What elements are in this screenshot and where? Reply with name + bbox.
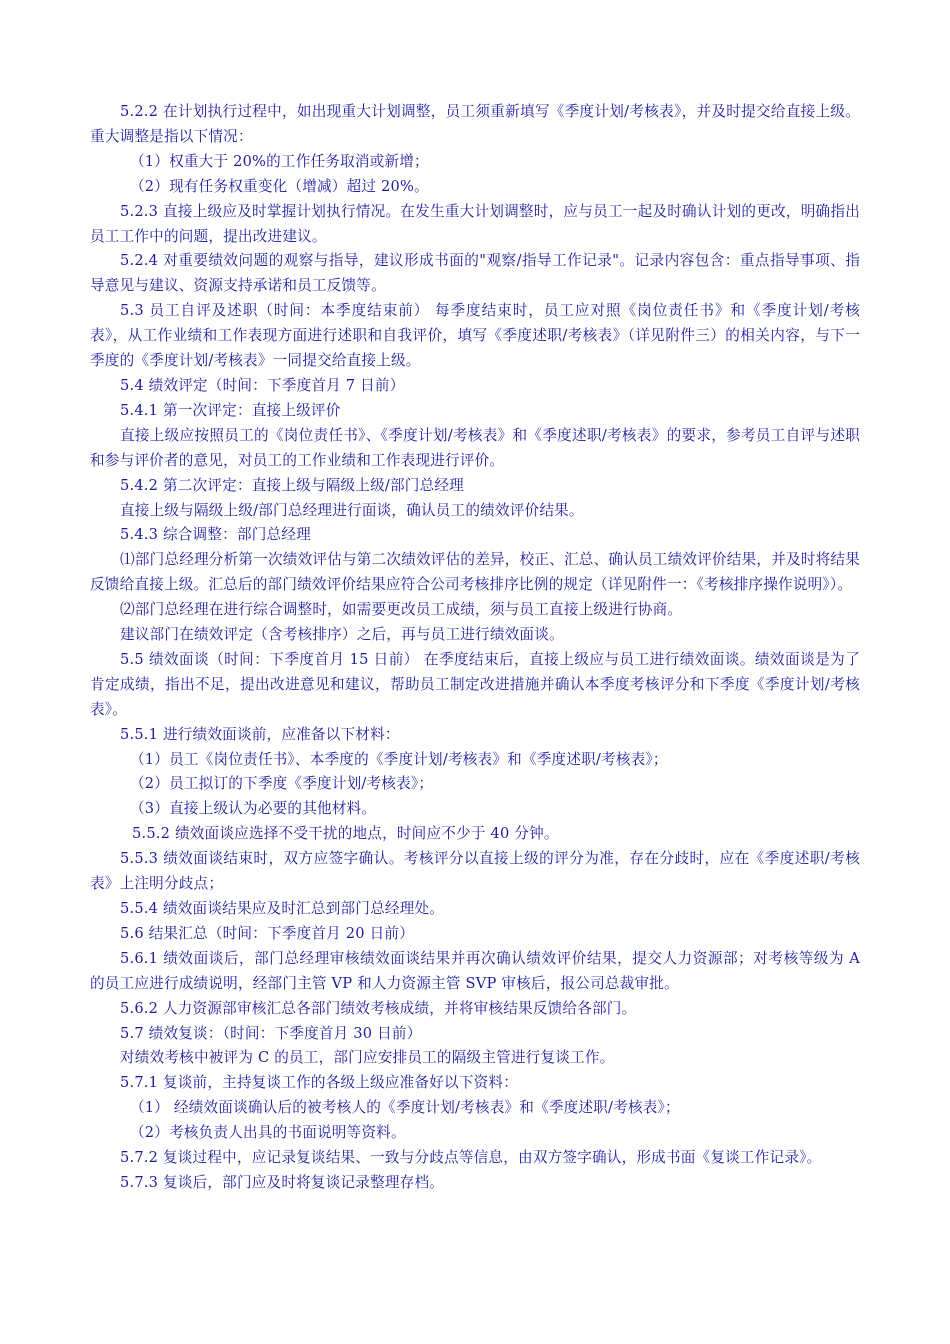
paragraph: 5.4.1 第一次评定：直接上级评价 [120,401,341,419]
paragraph: 5.6 结果汇总（时间：下季度首月 20 日前） [120,924,414,942]
document-body [90,100,860,1196]
paragraph: 5.7.3 复谈后，部门应及时将复谈记录整理存档。 [120,1173,445,1191]
paragraph: 5.7.2 复谈过程中，应记录复谈结果、一致与分歧点等信息，由双方签字确认，形成书面《复谈工作记录》。 [120,1149,822,1167]
paragraph: ⑴部门总经理分析第一次绩效评估与第二次绩效评估的差异，校正、汇总、确认员工绩效评价结果，并及时将结果反馈给直接上级。汇总后的部门绩效评价结果应符合公司考核排序比例的规定（详见附件一：《考核排序操作说明》）。 [90,551,860,594]
paragraph: 直接上级与隔级上级/部门总经理进行面谈，确认员工的绩效评价结果。 [120,501,584,519]
paragraph: 5.2.3 直接上级应及时掌握计划执行情况。在发生重大计划调整时，应与员工一起及时确认计划的更改，明确指出员工工作中的问题，提出改进建议。 [90,202,860,245]
paragraph: 对绩效考核中被评为 C 的员工，部门应安排员工的隔级主管进行复谈工作。 [120,1049,615,1067]
paragraph: 5.5.2 绩效面谈应选择不受干扰的地点，时间应不少于 40 分钟。 [132,825,559,843]
paragraph: ⑵部门总经理在进行综合调整时，如需要更改员工成绩，须与员工直接上级进行协商。 [120,601,683,619]
paragraph: （1） 经绩效面谈确认后的被考核人的《季度计划/考核表》和《季度述职/考核表》； [130,1099,680,1117]
paragraph: 5.7.1 复谈前，主持复谈工作的各级上级应准备好以下资料： [120,1074,519,1092]
paragraph: 5.5 绩效面谈（时间：下季度首月 15 日前） 在季度结束后，直接上级应与员工进行绩效面谈。绩效面谈是为了肯定成绩，指出不足，提出改进意见和建议，帮助员工制定改进措施并确认本季度考核评分和下季度《季度计划/考核表》。 [90,650,860,718]
paragraph: 5.3 员工自评及述职（时间：本季度结束前） 每季度结束时，员工应对照《岗位责任书》和《季度计划/考核表》，从工作业绩和工作表现方面进行述职和自我评价，填写《季度述职/考核表》（详见附件三）的相关内容，与下一季度的《季度计划/考核表》一同提交给直接上级。 [90,302,860,370]
paragraph: （1）员工《岗位责任书》、本季度的《季度计划/考核表》和《季度述职/考核表》； [130,750,668,768]
paragraph: 5.2.2 在计划执行过程中，如出现重大计划调整，员工须重新填写《季度计划/考核表》，并及时提交给直接上级。重大调整是指以下情况： [90,103,860,145]
paragraph: 5.2.4 对重要绩效问题的观察与指导，建议形成书面的"观察/指导工作记录"。记录内容包含：重点指导事项、指导意见与建议、资源支持承诺和员工反馈等。 [90,252,860,295]
paragraph: 5.7 绩效复谈：（时间：下季度首月 30 日前） [120,1024,422,1042]
paragraph: （2）现有任务权重变化（增减）超过 20%。 [130,177,429,195]
paragraph: 5.5.1 进行绩效面谈前，应准备以下材料： [120,725,400,743]
paragraph: （1）权重大于 20%的工作任务取消或新增； [130,152,429,170]
paragraph: （2）员工拟订的下季度《季度计划/考核表》； [130,775,434,793]
paragraph: 5.6.1 绩效面谈后，部门总经理审核绩效面谈结果并再次确认绩效评价结果，提交人力资源部；对考核等级为 A 的员工应进行成绩说明，经部门主管 VP 和人力资源主管 SVP 审核后，报公司总裁审批。 [90,949,860,992]
paragraph: 直接上级应按照员工的《岗位责任书》、《季度计划/考核表》和《季度述职/考核表》的要求，参考员工自评与述职和参与评价者的意见，对员工的工作业绩和工作表现进行评价。 [90,426,860,469]
paragraph: 5.6.2 人力资源部审核汇总各部门绩效考核成绩，并将审核结果反馈给各部门。 [120,999,637,1017]
paragraph: 5.4 绩效评定（时间：下季度首月 7 日前） [120,376,405,394]
paragraph: （2）考核负责人出具的书面说明等资料。 [130,1124,406,1142]
paragraph: 5.5.4 绩效面谈结果应及时汇总到部门总经理处。 [120,900,445,917]
paragraph: 建议部门在绩效评定（含考核排序）之后，再与员工进行绩效面谈。 [120,626,564,644]
paragraph: 5.4.2 第二次评定：直接上级与隔级上级/部门总经理 [120,476,464,494]
paragraph: 5.4.3 综合调整：部门总经理 [120,526,311,544]
paragraph: 5.5.3 绩效面谈结束时，双方应签字确认。考核评分以直接上级的评分为准，存在分歧时，应在《季度述职/考核表》上注明分歧点； [90,850,860,893]
paragraph: （3）直接上级认为必要的其他材料。 [130,800,377,818]
